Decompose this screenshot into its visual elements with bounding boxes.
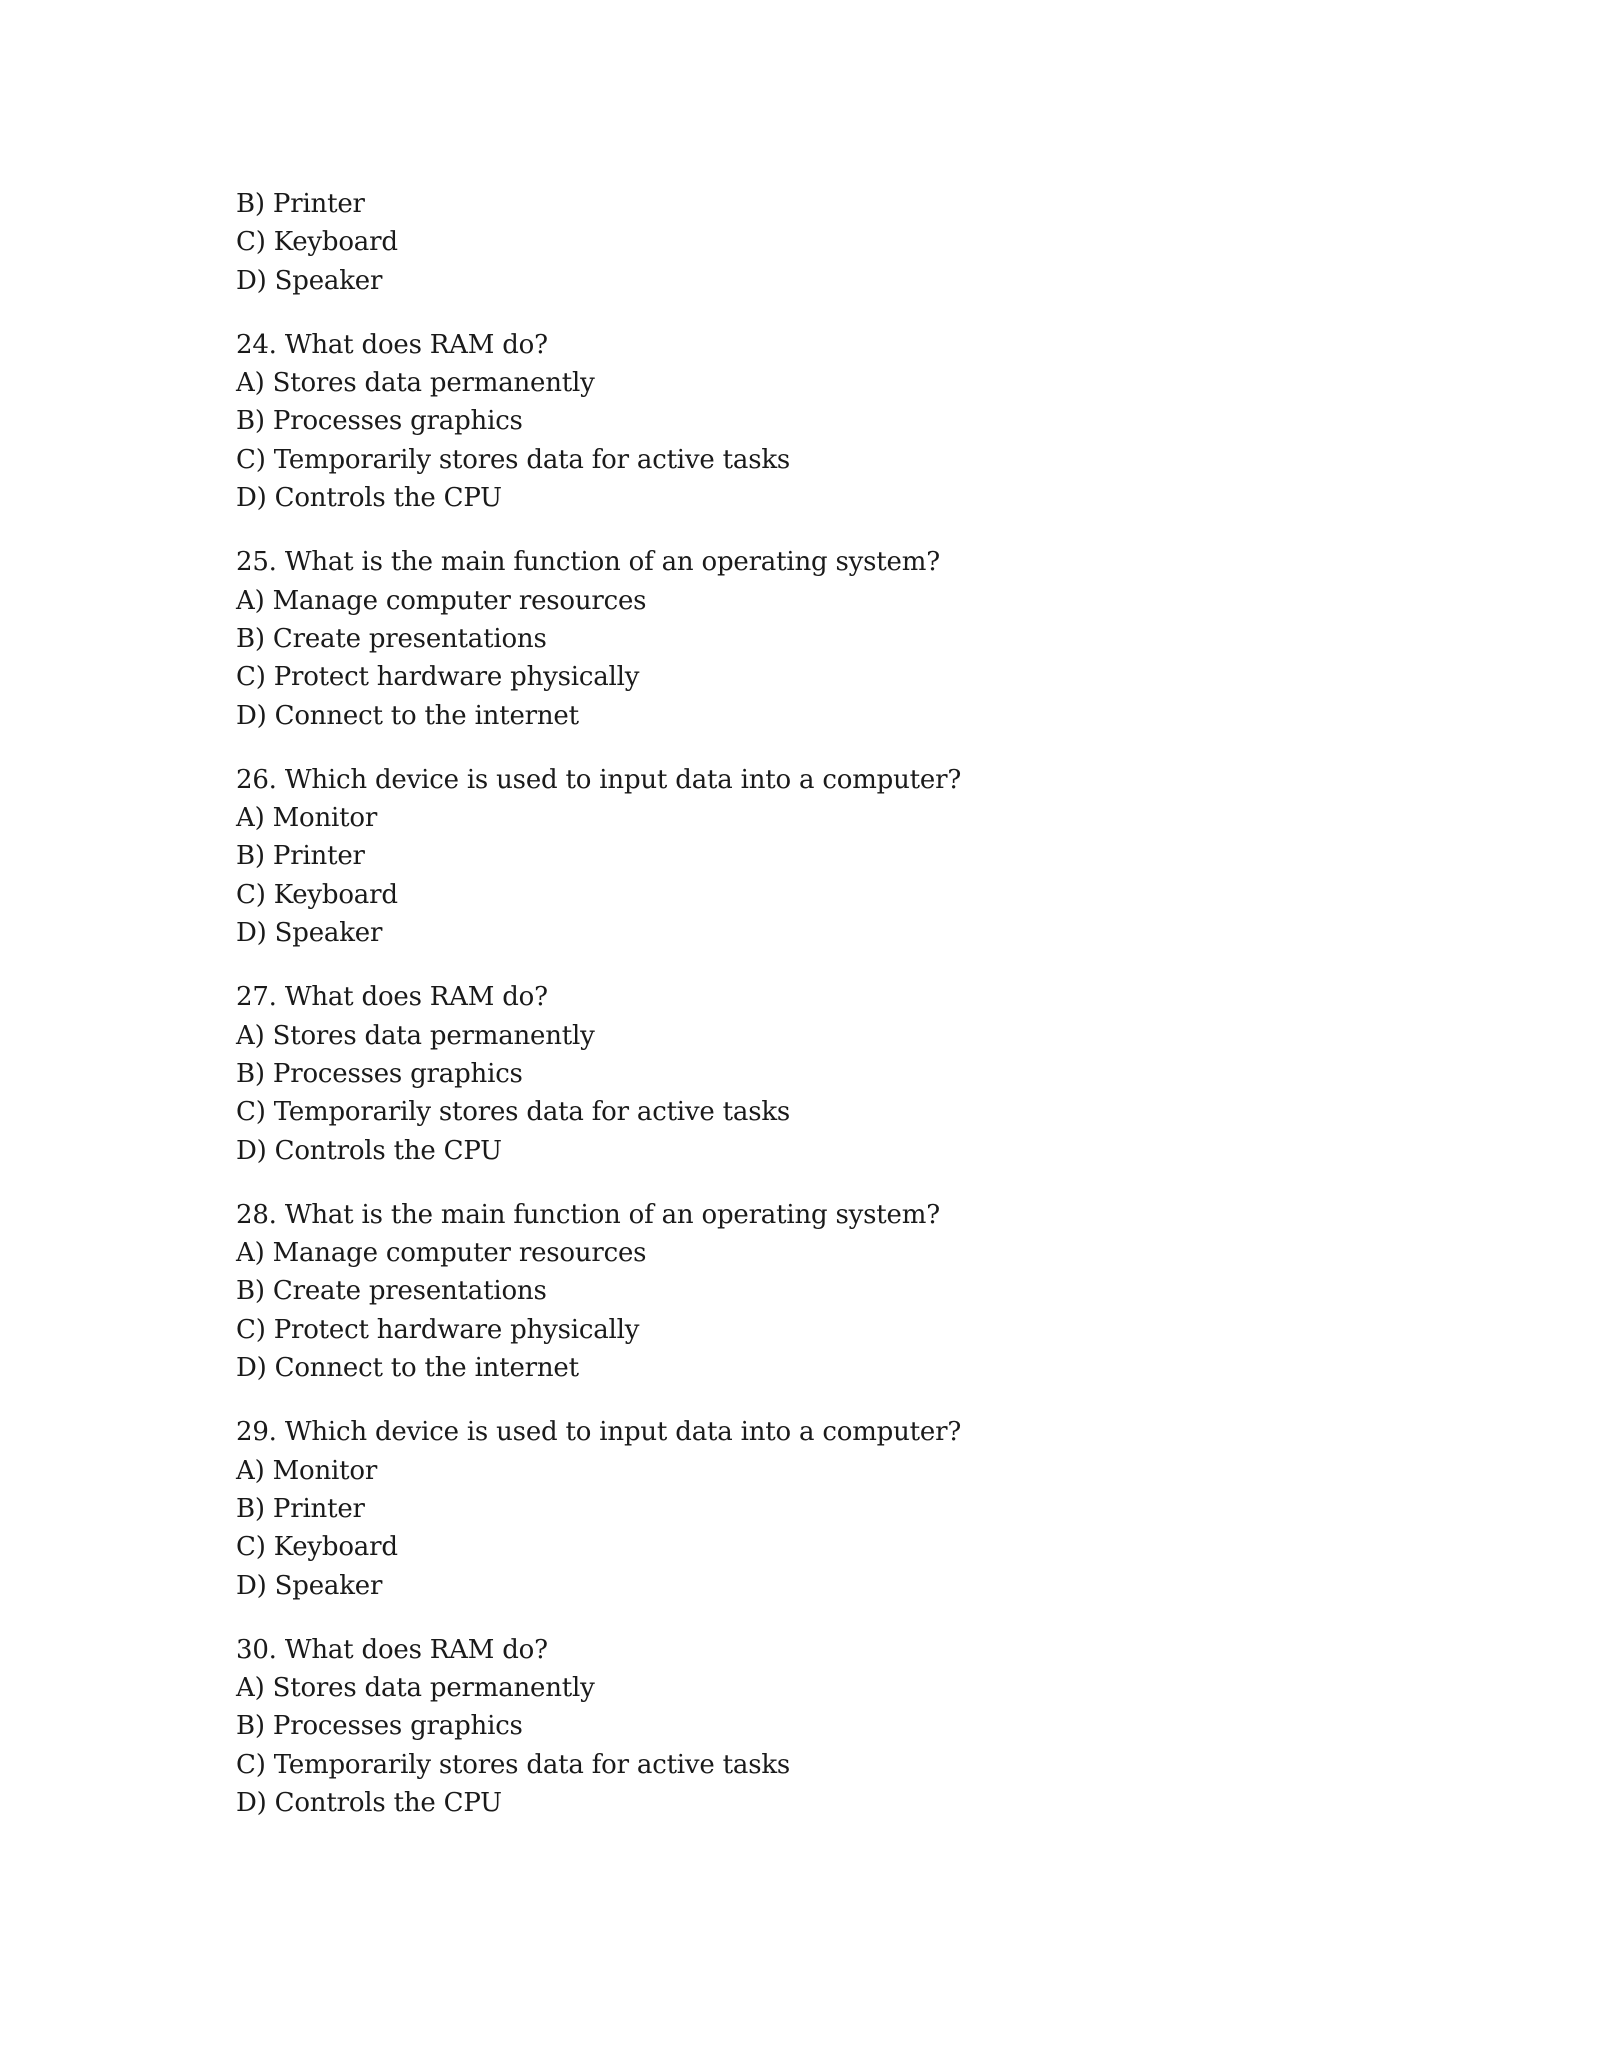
option-text: A) Manage computer resources bbox=[236, 1238, 647, 1269]
option-text: B) Printer bbox=[236, 841, 365, 872]
option-text: C) Temporarily stores data for active tasks bbox=[236, 1749, 791, 1780]
option-text: C) Temporarily stores data for active tasks bbox=[236, 1097, 791, 1128]
option-text: C) Keyboard bbox=[236, 1532, 398, 1563]
option-text: A) Stores data permanently bbox=[236, 368, 595, 399]
question-text: 24. What does RAM do? bbox=[236, 329, 548, 360]
question-text: 27. What does RAM do? bbox=[236, 982, 548, 1013]
option-text: A) Stores data permanently bbox=[236, 1020, 595, 1051]
option-text: D) Connect to the internet bbox=[236, 1353, 579, 1384]
question-text: 29. Which device is used to input data into a computer? bbox=[236, 1417, 962, 1448]
option-text: D) Controls the CPU bbox=[236, 1787, 502, 1818]
option-text: A) Monitor bbox=[236, 803, 378, 834]
option-text: D) Speaker bbox=[236, 918, 383, 949]
option-text: D) Connect to the internet bbox=[236, 700, 579, 731]
option-text: B) Processes graphics bbox=[236, 1711, 523, 1742]
option-text: C) Keyboard bbox=[236, 227, 398, 258]
option-text: B) Processes graphics bbox=[236, 406, 523, 437]
question-block-25 bbox=[236, 543, 1436, 734]
question-block-26 bbox=[236, 761, 1436, 952]
option-text: C) Protect hardware physically bbox=[236, 662, 640, 693]
question-block-24 bbox=[236, 326, 1436, 517]
question-block-30 bbox=[236, 1631, 1436, 1822]
question-text: 28. What is the main function of an operating system? bbox=[236, 1199, 940, 1230]
question-block-28 bbox=[236, 1196, 1436, 1387]
quiz-content bbox=[236, 185, 1436, 1848]
continued-options-block bbox=[236, 185, 1436, 300]
option-text: B) Create presentations bbox=[236, 623, 547, 654]
question-text: 25. What is the main function of an operating system? bbox=[236, 547, 940, 578]
option-text: C) Temporarily stores data for active tasks bbox=[236, 444, 791, 475]
option-text: D) Speaker bbox=[236, 265, 383, 296]
option-text: C) Keyboard bbox=[236, 879, 398, 910]
question-block-29 bbox=[236, 1413, 1436, 1604]
option-text: A) Stores data permanently bbox=[236, 1673, 595, 1704]
option-text: B) Printer bbox=[236, 189, 365, 219]
question-text: 26. Which device is used to input data into a computer? bbox=[236, 764, 962, 795]
option-text: D) Controls the CPU bbox=[236, 483, 502, 514]
option-text: B) Processes graphics bbox=[236, 1058, 523, 1089]
option-text: D) Controls the CPU bbox=[236, 1135, 502, 1166]
option-text: B) Printer bbox=[236, 1493, 365, 1524]
option-text: C) Protect hardware physically bbox=[236, 1314, 640, 1345]
option-text: D) Speaker bbox=[236, 1570, 383, 1601]
option-text: A) Manage computer resources bbox=[236, 585, 647, 616]
option-text: B) Create presentations bbox=[236, 1276, 547, 1307]
option-text: A) Monitor bbox=[236, 1455, 378, 1486]
question-block-27 bbox=[236, 978, 1436, 1169]
question-text: 30. What does RAM do? bbox=[236, 1634, 548, 1665]
